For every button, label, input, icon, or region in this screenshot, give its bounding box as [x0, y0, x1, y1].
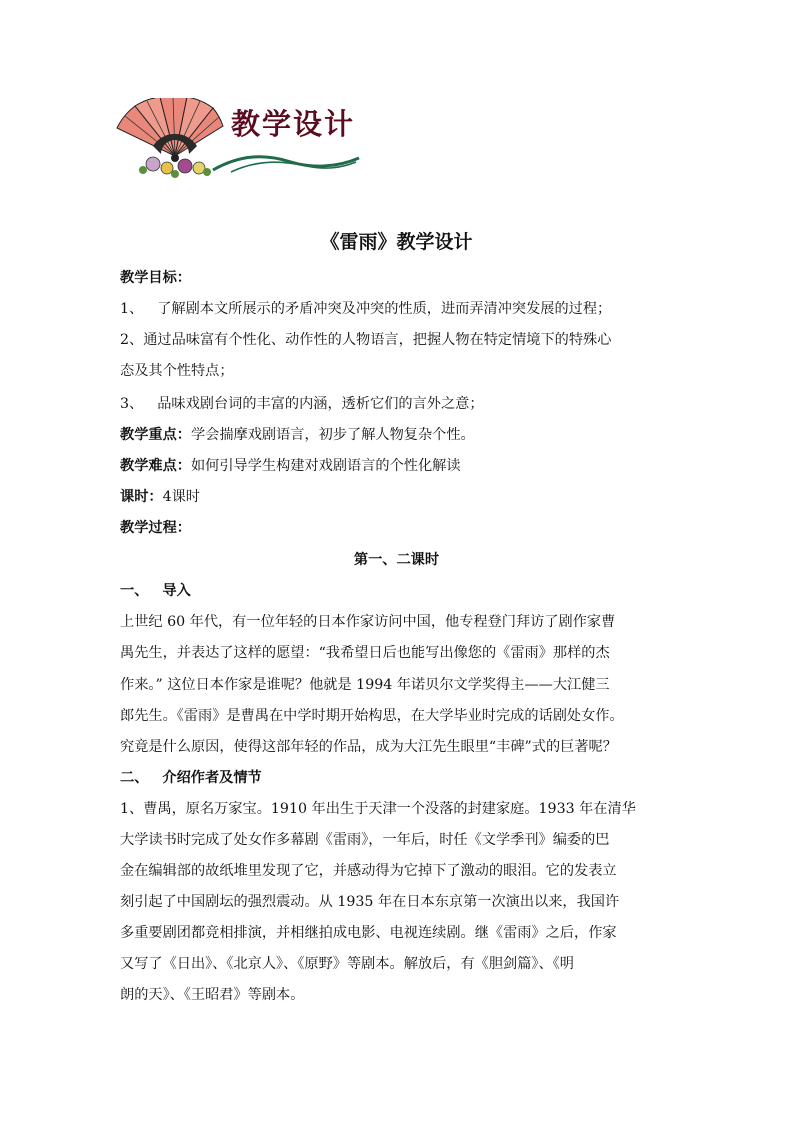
section-2-title: 介绍作者及情节: [162, 770, 262, 786]
goal-2-line-2: 态及其个性特点；: [120, 363, 234, 379]
section-1-number: 一、: [120, 583, 149, 599]
goal-1: [120, 299, 611, 319]
author-paragraph-line: 朗的天》、《王昭君》等剧本。: [120, 987, 305, 1003]
author-paragraph-line: 1、曹禺，原名万家宝。1910 年出生于天津一个没落的封建家庭。1933 年在清华: [120, 801, 636, 817]
goal-1-number: 1、: [120, 301, 144, 317]
intro-paragraph-line: 禺先生，并表达了这样的愿望：“我希望日后也能写出像您的《雷雨》那样的杰: [120, 645, 610, 661]
wave-decoration-icon: [211, 150, 361, 174]
session-heading: 第一、二课时: [353, 552, 440, 568]
intro-paragraph-line: 究竟是什么原因，使得这部年轻的作品，成为大江先生眼里“丰碑”式的巨著呢？: [120, 739, 617, 755]
difficulties-label: 教学难点：: [120, 458, 191, 474]
difficulties: [120, 456, 461, 476]
section-2-number: 二、: [120, 770, 149, 786]
header-banner: [115, 88, 375, 188]
class-hours-label: 课时：: [120, 489, 163, 505]
process-heading: 教学过程：: [120, 520, 191, 536]
goal-3-number: 3、: [120, 396, 144, 412]
author-paragraph-line: 刻引起了中国剧坛的强烈震动。从 1935 年在日本东京第一次演出以来，我国许: [120, 894, 620, 910]
document-title: 《雷雨》教学设计: [320, 231, 473, 253]
section-2-heading: [120, 768, 262, 788]
intro-paragraph-line: 郎先生。《雷雨》是曹禺在中学时期开始构思，在大学毕业时完成的话剧处女作。: [120, 708, 624, 724]
banner-title: 教学设计: [231, 107, 356, 141]
key-points-label: 教学重点：: [120, 427, 191, 443]
goal-1-text: 了解剧本文所展示的矛盾冲突及冲突的性质，进而弄清冲突发展的过程；: [157, 301, 612, 317]
difficulties-text: 如何引导学生构建对戏剧语言的个性化解读: [190, 458, 461, 474]
goals-heading: 教学目标：: [120, 270, 191, 286]
class-hours-value: 4课时: [162, 489, 200, 505]
intro-paragraph-line: 作来。” 这位日本作家是谁呢？他就是 1994 年诺贝尔文学奖得主——大江健三: [120, 677, 610, 693]
folding-fan-icon: [115, 98, 225, 178]
section-1-heading: [120, 581, 191, 601]
goal-3: [120, 394, 484, 414]
class-hours: [120, 487, 200, 507]
author-paragraph-line: 多重要剧团都竞相排演，并相继拍成电影、电视连续剧。继《雷雨》之后，作家: [120, 925, 617, 941]
author-paragraph-line: 金在编辑部的故纸堆里发现了它，并感动得为它掉下了激动的眼泪。它的发表立: [120, 863, 617, 879]
intro-paragraph-line: 上世纪 60 年代，有一位年轻的日本作家访问中国，他专程登门拜访了剧作家曹: [120, 614, 616, 630]
section-1-title: 导入: [162, 583, 191, 599]
goal-3-text: 品味戏剧台词的丰富的内涵，透析它们的言外之意；: [157, 396, 484, 412]
key-points-text: 学会揣摩戏剧语言，初步了解人物复杂个性。: [190, 427, 475, 443]
key-points: [120, 425, 475, 445]
goal-2-line-1: 2、通过品味富有个性化、动作性的人物语言，把握人物在特定情境下的特殊心: [120, 332, 612, 348]
author-paragraph-line: 又写了《日出》、《北京人》、《原野》等剧本。解放后，有《胆剑篇》、《明: [120, 956, 574, 972]
author-paragraph-line: 大学读书时完成了处女作多幕剧《雷雨》，一年后，时任《文学季刊》编委的巴: [120, 832, 610, 848]
